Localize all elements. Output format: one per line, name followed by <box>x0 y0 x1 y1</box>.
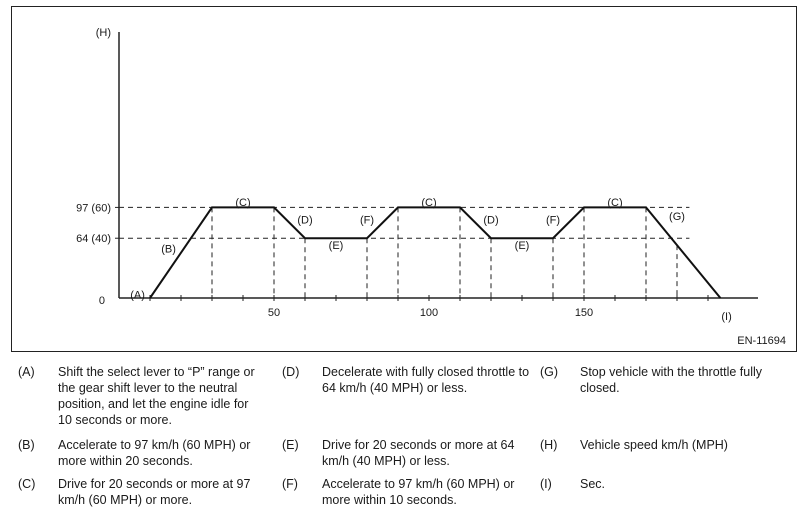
legend-item-c <box>18 476 256 508</box>
legend-text: Decelerate with fully closed throttle to 64 km/h (40 MPH) or less. <box>322 365 530 395</box>
legend-item-b <box>18 437 256 469</box>
legend-key: (D) <box>282 365 300 379</box>
legend-key: (A) <box>18 365 35 379</box>
segment-label: (G) <box>669 210 685 223</box>
legend-key: (I) <box>540 477 552 491</box>
legend-text: Stop vehicle with the throttle fully closed. <box>580 365 763 395</box>
legend-text: Vehicle speed km/h (MPH) <box>580 438 728 452</box>
segment-label: (C) <box>235 196 251 209</box>
x-tick-label: 100 <box>419 307 439 319</box>
y-axis-label: (H) <box>95 27 111 39</box>
legend-text: Drive for 20 seconds or more at 64 km/h (40 MPH) or less. <box>322 438 515 468</box>
origin-label: 0 <box>98 295 105 307</box>
segment-label: (E) <box>328 239 344 252</box>
legend-item-h <box>540 437 790 453</box>
segment-label: (F) <box>359 214 375 227</box>
legend-text: Sec. <box>580 477 606 491</box>
segment-label: (D) <box>483 214 499 227</box>
legend-key: (E) <box>282 438 299 452</box>
legend-key: (F) <box>282 477 298 491</box>
legend-item-d <box>282 364 532 396</box>
legend-item-a <box>18 364 256 428</box>
legend-item-f <box>282 476 532 508</box>
legend-key: (B) <box>18 438 35 452</box>
legend-key: (H) <box>540 438 558 452</box>
segment-label: (B) <box>161 243 176 256</box>
drive-cycle-chart <box>12 7 798 353</box>
legend-text: Shift the select lever to “P” range or the gear shift lever to the neutral position, and let the engine idle for 10 seconds or more. <box>58 365 255 427</box>
legend-item-g <box>540 364 790 396</box>
legend-key: (C) <box>18 477 36 491</box>
y-tick-label: 97 (60) <box>76 202 111 215</box>
x-axis-label: (I) <box>721 311 732 323</box>
legend-text: Accelerate to 97 km/h (60 MPH) or more within 10 seconds. <box>322 477 515 507</box>
segment-label: (A) <box>130 289 145 302</box>
legend-key: (G) <box>540 365 559 379</box>
legend-item-i <box>540 476 790 492</box>
figure-frame <box>11 6 797 352</box>
legend-text: Drive for 20 seconds or more at 97 km/h (60 MPH) or more. <box>58 477 251 507</box>
segment-label: (D) <box>297 214 313 227</box>
segment-label: (F) <box>545 214 561 227</box>
speed-profile-line <box>150 207 720 298</box>
legend-item-e <box>282 437 532 469</box>
x-tick-label: 50 <box>267 307 281 319</box>
x-tick-label: 150 <box>574 307 594 319</box>
segment-label: (C) <box>421 196 437 209</box>
figure-id: EN-11694 <box>737 335 786 347</box>
legend <box>18 364 798 514</box>
y-tick-label: 64 (40) <box>76 233 111 246</box>
segment-label: (E) <box>514 239 530 252</box>
legend-text: Accelerate to 97 km/h (60 MPH) or more within 20 seconds. <box>58 438 251 468</box>
segment-label: (C) <box>607 196 623 209</box>
